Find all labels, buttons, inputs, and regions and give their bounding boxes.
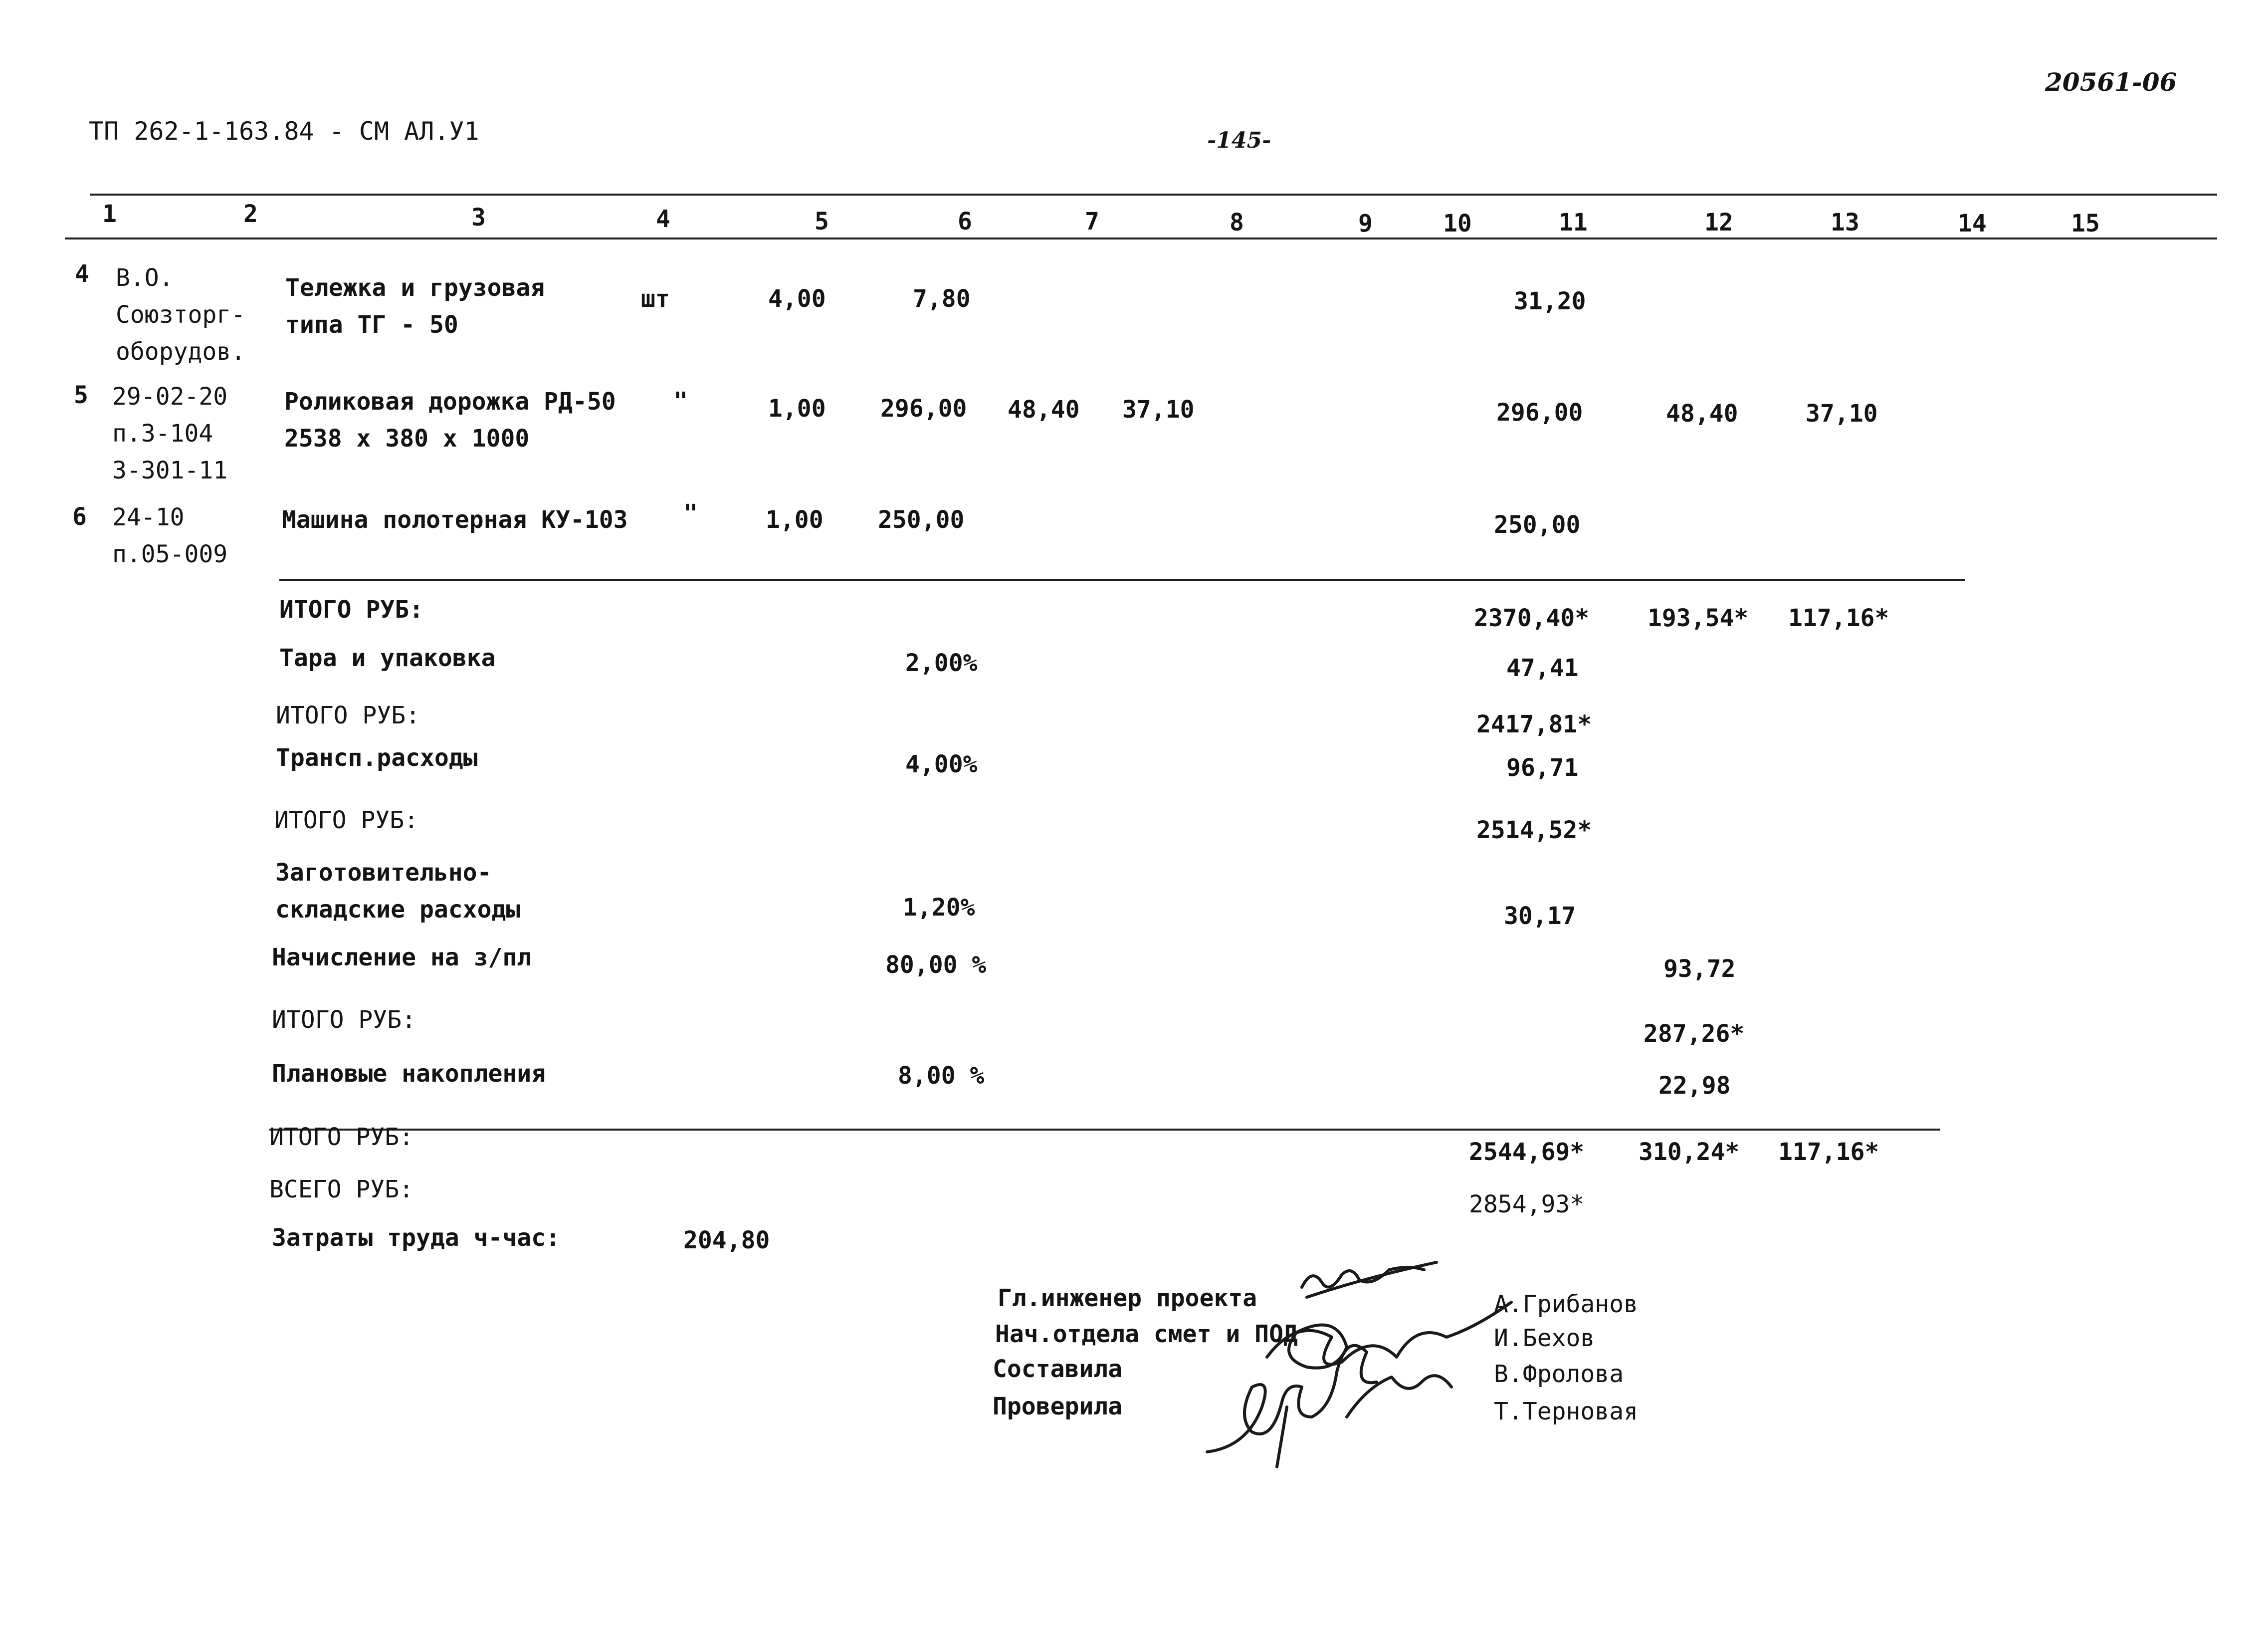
summary-rate: 4,00% bbox=[905, 750, 978, 778]
signature-3-tail bbox=[1347, 1376, 1451, 1417]
row-reference: 24-10 п.05-009 bbox=[112, 503, 228, 568]
summary-col13: 117,16* bbox=[1778, 1138, 1879, 1166]
column-number: 4 bbox=[656, 205, 670, 233]
summary-rate: 1,20% bbox=[903, 894, 975, 922]
summary-label: ИТОГО РУБ: bbox=[274, 806, 418, 834]
summary-col11: 2544,69* bbox=[1469, 1138, 1585, 1166]
column-header-bottom-rule bbox=[65, 237, 2217, 239]
row-col13: 37,10 bbox=[1806, 400, 1878, 428]
summary-label: Плановые накопления bbox=[272, 1060, 546, 1088]
column-number: 6 bbox=[958, 208, 972, 235]
row-number: 4 bbox=[75, 260, 89, 288]
column-number: 2 bbox=[243, 200, 258, 228]
column-number: 3 bbox=[471, 204, 486, 232]
row-col12: 48,40 bbox=[1666, 400, 1738, 428]
row-price: 250,00 bbox=[878, 506, 965, 534]
signature-3-stem bbox=[1277, 1407, 1287, 1467]
row-number: 5 bbox=[74, 381, 88, 409]
column-number: 14 bbox=[1958, 210, 1987, 237]
row-col7: 48,40 bbox=[1008, 396, 1080, 424]
summary-label: ИТОГО РУБ: bbox=[272, 1006, 416, 1034]
row-reference: 29-02-20 п.3-104 3-301-11 bbox=[112, 383, 228, 484]
summary-col12: 93,72 bbox=[1663, 955, 1736, 983]
summary-col11: 2417,81* bbox=[1476, 710, 1592, 738]
row-total: 296,00 bbox=[1496, 399, 1583, 427]
summary-col12: 287,26* bbox=[1644, 1020, 1745, 1048]
signature-name: И.Бехов bbox=[1494, 1324, 1595, 1352]
summary-col11: 96,71 bbox=[1506, 754, 1579, 782]
column-number: 10 bbox=[1443, 210, 1472, 237]
signature-role: Гл.инженер проекта bbox=[998, 1284, 1257, 1312]
row-name: Роликовая дорожка РД-50 2538 х 380 х 1000 bbox=[284, 388, 616, 453]
row-number: 6 bbox=[72, 503, 87, 531]
column-number: 5 bbox=[815, 208, 829, 235]
summary-col11: 2854,93* bbox=[1469, 1190, 1585, 1218]
row-unit: шт bbox=[641, 285, 670, 313]
summary-col12: 193,54* bbox=[1648, 604, 1749, 632]
summary-label: ИТОГО РУБ: bbox=[276, 702, 420, 729]
row-quantity: 4,00 bbox=[768, 285, 826, 313]
row-col8: 37,10 bbox=[1122, 396, 1195, 424]
row-total: 250,00 bbox=[1494, 511, 1581, 539]
signature-1-flourish bbox=[1307, 1262, 1437, 1297]
row-price: 7,80 bbox=[913, 285, 971, 313]
summary-label: Тара и упаковка bbox=[279, 644, 496, 672]
column-number: 9 bbox=[1358, 210, 1373, 237]
row-unit: " bbox=[683, 499, 698, 527]
row-reference: В.О. Союзторг- оборудов. bbox=[116, 264, 246, 366]
column-number: 12 bbox=[1704, 209, 1733, 236]
signature-role: Составила bbox=[993, 1355, 1123, 1383]
signature-role: Нач.отдела смет и ПОД bbox=[995, 1320, 1298, 1348]
signature-role: Проверила bbox=[993, 1393, 1123, 1420]
summary-col11: 47,41 bbox=[1506, 654, 1579, 682]
stamp-number: 20561-06 bbox=[2045, 67, 2177, 97]
row-unit: " bbox=[673, 387, 688, 415]
summary-label: Затраты труда ч-час: bbox=[272, 1224, 560, 1252]
final-totals-separator-rule bbox=[269, 1129, 1940, 1131]
summary-label: ВСЕГО РУБ: bbox=[269, 1175, 413, 1203]
row-name: Машина полотерная КУ-103 bbox=[282, 506, 628, 534]
signature-name: Т.Терновая bbox=[1494, 1398, 1638, 1425]
column-header-top-rule bbox=[90, 194, 2217, 196]
column-number: 1 bbox=[102, 200, 117, 228]
summary-label: ИТОГО РУБ: bbox=[279, 596, 423, 624]
row-total: 31,20 bbox=[1514, 287, 1586, 315]
document-code: ТП 262-1-163.84 - СМ АЛ.У1 bbox=[89, 117, 479, 146]
summary-col11: 30,17 bbox=[1504, 902, 1576, 930]
summary-label: Трансп.расходы bbox=[276, 744, 478, 772]
summary-rate: 2,00% bbox=[905, 649, 978, 677]
summary-col12: 22,98 bbox=[1658, 1072, 1731, 1100]
summary-rate: 80,00 % bbox=[885, 951, 987, 979]
summary-rate: 8,00 % bbox=[898, 1062, 985, 1090]
summary-label: Заготовительно- складские расходы bbox=[275, 859, 521, 924]
summary-col11: 2370,40* bbox=[1474, 604, 1590, 632]
page-number: -145- bbox=[1207, 128, 1271, 153]
row-price: 296,00 bbox=[880, 395, 967, 423]
signature-name: В.Фролова bbox=[1494, 1360, 1624, 1388]
column-number: 13 bbox=[1831, 209, 1859, 236]
column-number: 15 bbox=[2071, 210, 2100, 237]
column-number: 7 bbox=[1085, 208, 1099, 235]
column-number: 11 bbox=[1559, 209, 1588, 236]
summary-label: Начисление на з/пл bbox=[272, 943, 532, 971]
summary-rate: 204,80 bbox=[683, 1226, 770, 1254]
summary-label: ИТОГО РУБ: bbox=[269, 1123, 413, 1151]
row-quantity: 1,00 bbox=[768, 395, 826, 423]
row-quantity: 1,00 bbox=[766, 506, 824, 534]
summary-col11: 2514,52* bbox=[1476, 816, 1592, 844]
totals-separator-rule bbox=[279, 579, 1965, 581]
signature-1 bbox=[1302, 1267, 1424, 1287]
signature-2 bbox=[1267, 1302, 1511, 1364]
signature-name: А.Грибанов bbox=[1494, 1290, 1638, 1318]
summary-col12: 310,24* bbox=[1639, 1138, 1740, 1166]
summary-col13: 117,16* bbox=[1788, 604, 1889, 632]
column-number: 8 bbox=[1230, 209, 1244, 236]
signature-3 bbox=[1207, 1346, 1377, 1452]
row-name: Тележка и грузовая типа ТГ - 50 bbox=[285, 274, 545, 339]
